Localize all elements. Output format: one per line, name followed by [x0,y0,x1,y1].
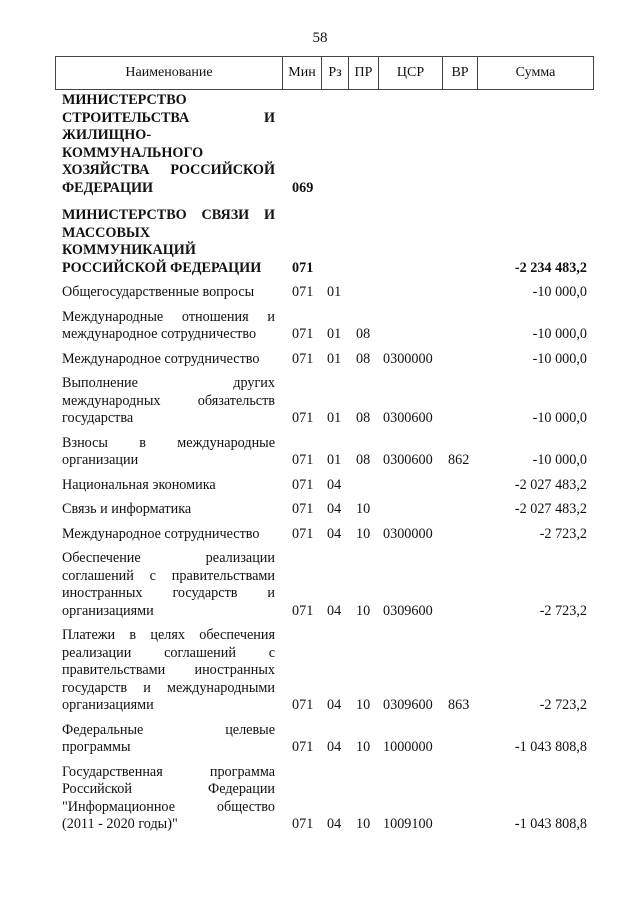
table-row [0,477,640,495]
row-name-line: программы [62,739,131,755]
cell-sum: -2 027 483,2 [514,501,587,517]
cell-sum: -1 043 808,8 [514,816,587,832]
cell-rz: 04 [327,476,342,493]
cell-min: 071 [292,350,314,367]
row-name-line: соглашений с правительствами [62,567,275,584]
row-name-line: Платежи в целях обеспечения [62,627,275,643]
cell-rz: 04 [327,816,342,832]
cell-csr: 0300600 [383,410,433,426]
cell-sum: -2 234 483,2 [514,259,587,276]
cell-pr: 10 [356,739,371,755]
cell-csr: 0300600 [383,452,433,468]
row-name [62,92,275,197]
cell-pr: 10 [356,525,371,542]
table-row [0,375,640,428]
table-row [0,351,640,369]
cell-pr: 08 [356,350,371,367]
cell-pr: 08 [356,326,371,342]
row-name-line: КОММУНИКАЦИЙ [62,242,196,258]
header-rz: Рз [322,57,349,90]
row-name-line: Связь и информатика [62,501,192,517]
table-row [0,284,640,302]
cell-min: 071 [292,697,314,713]
cell-rz: 04 [327,739,342,755]
row-name [62,764,275,834]
page-number: 58 [312,30,328,46]
cell-sum: -10 000,0 [532,410,587,426]
cell-min: 071 [292,326,314,342]
table-header [55,56,594,90]
cell-min: 071 [292,259,314,276]
table-row [0,92,640,197]
row-name-line: Обеспечение реализации [62,550,275,566]
cell-vr: 863 [448,697,470,713]
row-name-line: иностранных государств и [62,585,275,601]
row-name-line: государств и международными [62,679,275,696]
row-name [62,526,275,544]
cell-min: 071 [292,602,314,619]
cell-csr: 0309600 [383,602,433,619]
table-row [0,501,640,519]
cell-sum: -1 043 808,8 [514,739,587,755]
row-name-line: Общегосударственные вопросы [62,284,255,300]
row-name-line: организациями [62,697,154,713]
row-name-line: ФЕДЕРАЦИИ [62,179,154,196]
cell-sum: -10 000,0 [532,284,587,300]
cell-rz: 01 [327,326,342,342]
header-csr: ЦСР [379,57,443,90]
cell-csr: 0309600 [383,697,433,713]
table-row [0,207,640,277]
header-sum: Сумма [478,57,594,90]
cell-pr: 10 [356,501,371,517]
cell-rz: 04 [327,501,342,517]
row-name-line: международное сотрудничество [62,326,257,342]
cell-min: 071 [292,452,314,468]
row-name [62,722,275,757]
header-name: Наименование [56,57,283,90]
row-name-line: ЖИЛИЩНО- [62,127,152,143]
row-name-line: реализации соглашений с [62,644,275,661]
row-name-line: Международные отношения и [62,308,275,325]
row-name-line: правительствами иностранных [62,662,275,678]
row-name-line: РОССИЙСКОЙ ФЕДЕРАЦИИ [62,259,262,276]
row-name-line: Взносы в международные [62,434,275,451]
row-name-line: (2011 - 2020 годы)" [62,816,178,832]
cell-sum: -10 000,0 [532,326,587,342]
header-min: Мин [283,57,322,90]
cell-min: 071 [292,410,314,426]
header-vr: ВР [443,57,478,90]
cell-sum: -10 000,0 [532,350,587,367]
row-name-line: КОММУНАЛЬНОГО [62,144,204,161]
row-name-line: государства [62,410,134,426]
row-name [62,309,275,344]
row-name-line: Российской Федерации [62,781,275,797]
row-name [62,435,275,470]
row-name-line: "Информационное общество [62,798,275,815]
cell-rz: 01 [327,452,342,468]
row-name-line: ХОЗЯЙСТВА РОССИЙСКОЙ [62,162,275,178]
table-row [0,764,640,834]
row-name-line: Международное сотрудничество [62,350,260,367]
cell-min: 071 [292,739,314,755]
row-name [62,284,275,302]
row-name-line: Государственная программа [62,763,275,780]
cell-min: 071 [292,476,314,493]
table-row [0,435,640,470]
row-name [62,375,275,428]
cell-rz: 01 [327,284,342,300]
table-row [0,550,640,620]
cell-sum: -10 000,0 [532,452,587,468]
row-name [62,627,275,715]
row-name-line: Национальная экономика [62,476,216,493]
cell-csr: 0300000 [383,350,433,367]
cell-sum: -2 027 483,2 [514,476,587,493]
cell-pr: 08 [356,410,371,426]
row-name-line: МАССОВЫХ [62,224,151,241]
cell-pr: 10 [356,602,371,619]
row-name-line: СТРОИТЕЛЬСТВА И [62,109,275,126]
row-name-line: Выполнение других [62,375,275,391]
cell-min: 071 [292,816,314,832]
row-name [62,550,275,620]
table-row [0,309,640,344]
cell-min: 071 [292,501,314,517]
cell-csr: 1009100 [383,816,433,832]
row-name-line: организации [62,452,139,468]
row-name-line: МИНИСТЕРСТВО [62,92,187,108]
row-name [62,207,275,277]
table-row [0,627,640,715]
row-name-line: организациями [62,602,154,619]
row-name-line: международных обязательств [62,392,275,409]
cell-rz: 04 [327,697,342,713]
cell-min: 071 [292,284,314,300]
header-pr: ПР [349,57,379,90]
cell-pr: 10 [356,697,371,713]
table-row [0,526,640,544]
cell-sum: -2 723,2 [539,602,587,619]
row-name [62,351,275,369]
row-name-line: Федеральные целевые [62,721,275,738]
row-name-line: МИНИСТЕРСТВО СВЯЗИ И [62,207,275,223]
cell-min: 071 [292,525,314,542]
row-name [62,501,275,519]
cell-rz: 01 [327,350,342,367]
cell-vr: 862 [448,452,470,468]
cell-csr: 0300000 [383,525,433,542]
cell-sum: -2 723,2 [539,525,587,542]
cell-rz: 04 [327,602,342,619]
cell-rz: 01 [327,410,342,426]
row-name [62,477,275,495]
cell-csr: 1000000 [383,739,433,755]
cell-rz: 04 [327,525,342,542]
table-row [0,722,640,757]
cell-min: 069 [292,179,314,196]
row-name-line: Международное сотрудничество [62,525,260,542]
cell-pr: 10 [356,816,371,832]
cell-sum: -2 723,2 [539,697,587,713]
cell-pr: 08 [356,452,371,468]
